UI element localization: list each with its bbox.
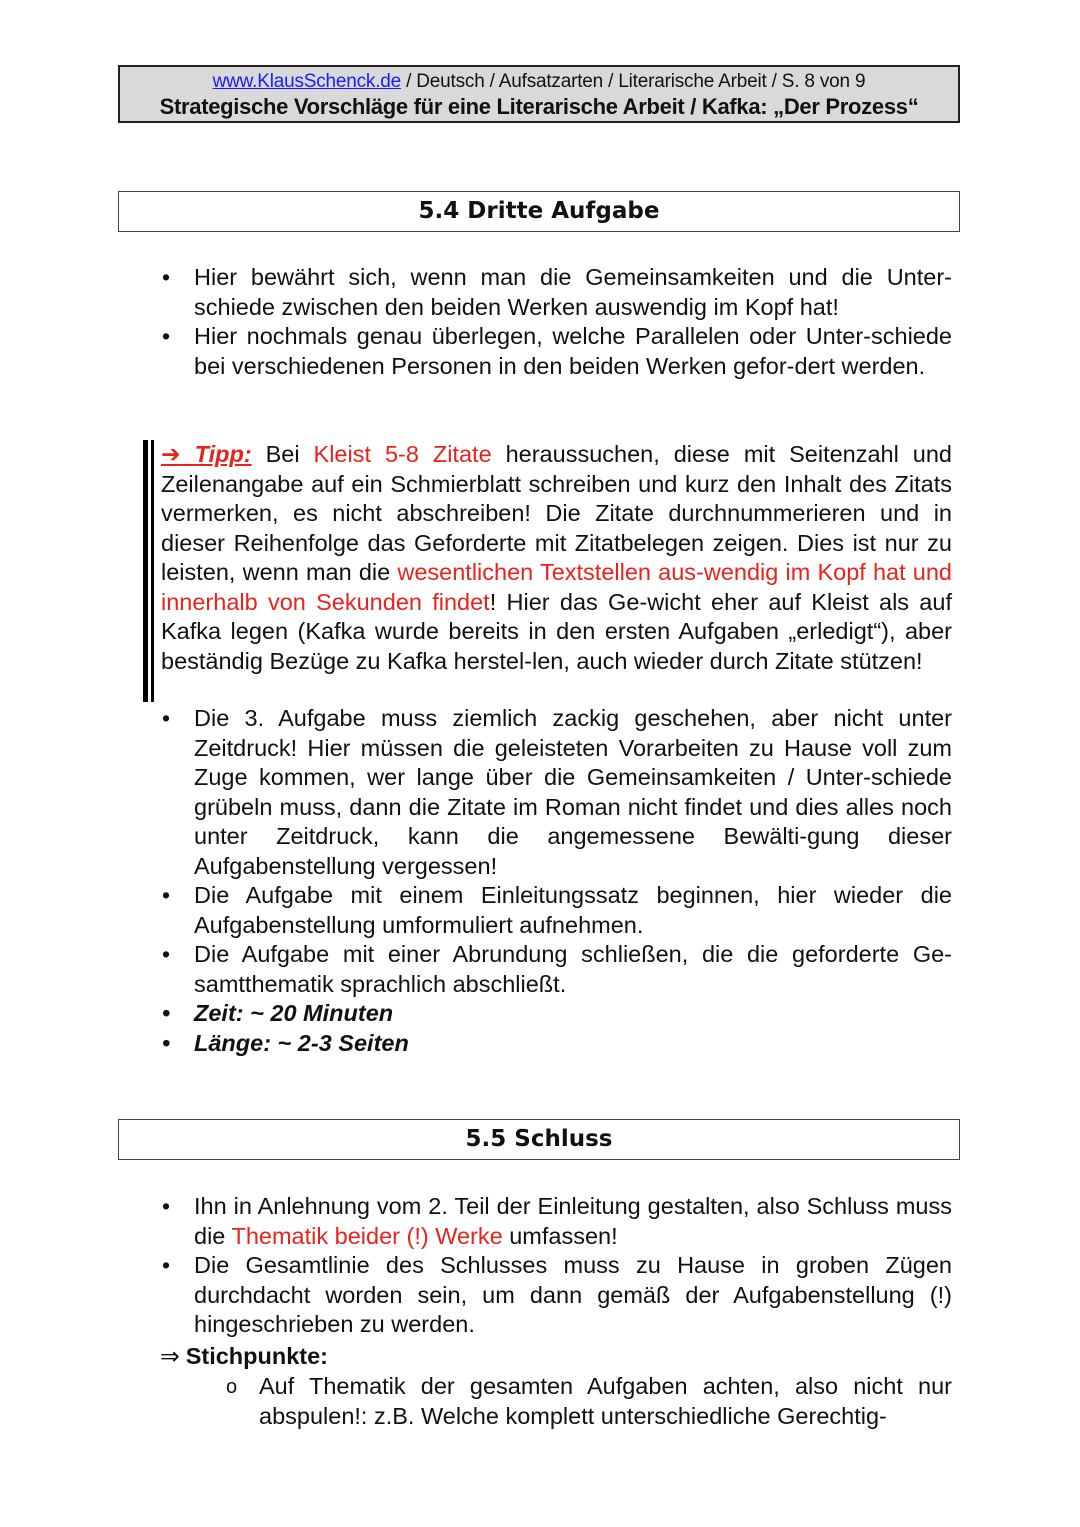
list-item: • Die Gesamtlinie des Schlusses muss zu Hause in groben Zügen durchdacht worden sein, um dann gemäß der Aufgabenstellung (!) hingeschrieben zu werden. <box>160 1251 952 1340</box>
tipp-content <box>161 440 952 676</box>
list-item: • Die Aufgabe mit einer Abrundung schließen, die die geforderte Ge-samtthematik sprachlich abschließt. <box>160 940 952 999</box>
list-item-length: • Länge: ~ 2-3 Seiten <box>160 1029 952 1059</box>
item-highlight: Thematik beider (!) Werke <box>231 1222 503 1249</box>
list-item: • Hier nochmals genau überlegen, welche Parallelen oder Unter-schiede bei verschiedenen Personen in den beiden Werken gefor-dert werden. <box>160 322 952 381</box>
tipp-block <box>143 440 952 676</box>
sub-list-item <box>226 1372 952 1431</box>
section-heading-5-5: 5.5 Schluss <box>118 1119 960 1160</box>
item-text: Ihn in Anlehnung vom 2. Teil der Einleitung gestalten, also Schluss muss die <box>194 1193 952 1249</box>
tipp-text-1: Bei <box>251 441 314 467</box>
circle-bullet-icon: o <box>226 1376 238 1398</box>
tipp-text-2: heraussuchen, diese mit Seitenzahl und Zeilenangabe auf ein Schmierblatt schreiben und kurz den Inhalt des Zitats vermerken, es nicht abschreiben! Die Zitate durchnummerieren und in dieser Reihenfolge das Geforderte mit Zitatbelegen zeigen. Dies ist nur zu leisten, wenn man die <box>161 441 953 585</box>
header-path: / Deutsch / Aufsatzarten / Literarische Arbeit / S. 8 von 9 <box>401 71 866 92</box>
section-heading-5-4: 5.4 Dritte Aufgabe <box>118 191 960 232</box>
bullet-list-1 <box>160 263 952 381</box>
website-link[interactable]: www.KlausSchenck.de <box>212 71 402 92</box>
sub-item-text: Auf Thematik der gesamten Aufgaben achten, also nicht nur abspulen!: z.B. Welche komplett unterschiedliche Gerechtig- <box>259 1373 952 1429</box>
list-item: • Hier bewährt sich, wenn man die Gemeinsamkeiten und die Unter-schiede zwischen den beiden Werken auswendig im Kopf hat! <box>160 263 952 322</box>
tipp-text-3: ! Hier das Ge-wicht eher auf Kleist als auf Kafka legen (Kafka wurde bereits in den ersten Aufgaben „erledigt“), aber beständig Bezüge zu Kafka herstel-len, auch wieder durch Zitate stützen! <box>161 588 952 674</box>
tipp-highlight-2: wesentlichen Textstellen aus-wendig im Kopf hat und innerhalb von Sekunden findet <box>161 559 952 615</box>
bullet-list-3 <box>160 1192 952 1340</box>
list-item <box>160 1192 952 1251</box>
tipp-label <box>161 441 252 467</box>
list-item-time: • Zeit: ~ 20 Minuten <box>160 999 952 1029</box>
arrow-icon: ➔ <box>161 441 181 467</box>
tipp-label-text: Tipp: <box>194 441 252 467</box>
tipp-bar <box>143 440 148 702</box>
list-item: • Die Aufgabe mit einem Einleitungssatz beginnen, hier wieder die Aufgabenstellung umformuliert aufnehmen. <box>160 881 952 940</box>
header-line <box>120 71 958 93</box>
list-item: • Die 3. Aufgabe muss ziemlich zackig geschehen, aber nicht unter Zeitdruck! Hier müssen die geleisteten Vorarbeiten zu Hause voll zum Zuge kommen, wer lange über die Gemeinsamkeiten / Unter-schiede grübeln muss, dann die Zitate im Roman nicht findet und dies alles noch unter Zeitdruck, kann die angemessene Bewälti-gung dieser Aufgabenstellung vergessen! <box>160 704 952 881</box>
tipp-highlight-1: Kleist 5-8 Zitate <box>313 441 492 467</box>
header-title: Strategische Vorschläge für eine Literarische Arbeit / Kafka: „Der Prozess“ <box>159 94 919 119</box>
tipp-bar-2 <box>151 440 154 702</box>
item-text-end: umfassen! <box>502 1222 618 1249</box>
bullet-list-2 <box>160 704 952 1058</box>
stichpunkte-label: Stichpunkte: <box>185 1343 329 1369</box>
page-header <box>118 65 960 123</box>
implies-arrow-icon: ⇒ <box>160 1343 180 1369</box>
stichpunkte-heading <box>160 1342 952 1372</box>
